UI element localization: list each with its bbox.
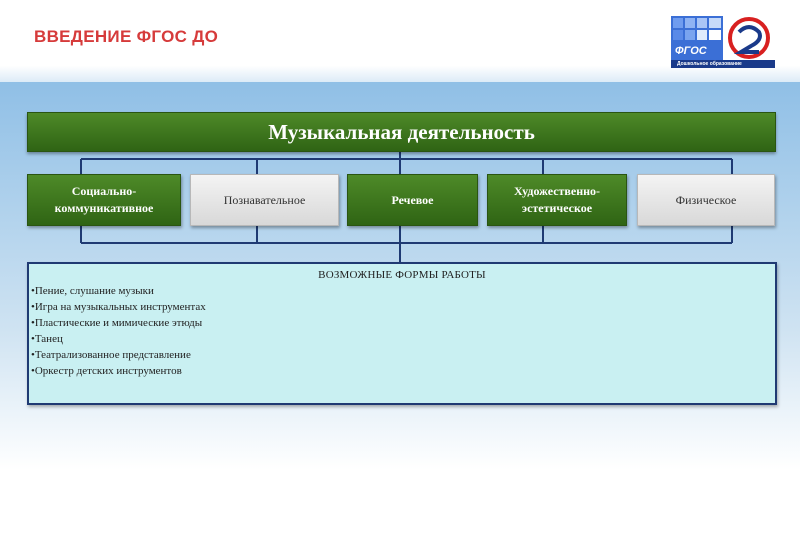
area-social-communicative [27,174,181,226]
area-label-line: Речевое [391,192,434,207]
work-forms-box [27,262,777,405]
logo-emblem-icon [725,16,773,62]
logo-subtitle: Дошкольное образование [677,61,742,67]
list-item: • Театрализованное представление [31,347,775,363]
work-forms-list [31,283,775,379]
area-label-line: Физическое [675,192,737,207]
music-activity-header: Музыкальная деятельность [27,112,776,152]
area-label-line: Познавательное [223,192,306,207]
list-item: • Танец [31,331,775,347]
work-forms-title: ВОЗМОЖНЫЕ ФОРМЫ РАБОТЫ [318,269,486,281]
area-cognitive [190,174,339,226]
area-label-line: Художественно- [513,184,601,198]
logo-text: ФГОС [675,45,707,57]
area-label-line: коммуникативное [54,201,154,215]
list-item: • Игра на музыкальных инструментах [31,299,775,315]
area-label-line: эстетическое [521,201,593,215]
list-item: • Оркестр детских инструментов [31,363,775,379]
area-physical [637,174,775,226]
area-artistic-aesthetic [487,174,627,226]
area-label-line: Социально- [71,184,137,198]
slide-title: ВВЕДЕНИЕ ФГОС ДО [34,27,219,46]
area-speech [347,174,478,226]
fgos-logo [671,16,775,68]
list-item: • Пластические и мимические этюды [31,315,775,331]
list-item: • Пение, слушание музыки [31,283,775,299]
logo-bar [671,60,775,68]
